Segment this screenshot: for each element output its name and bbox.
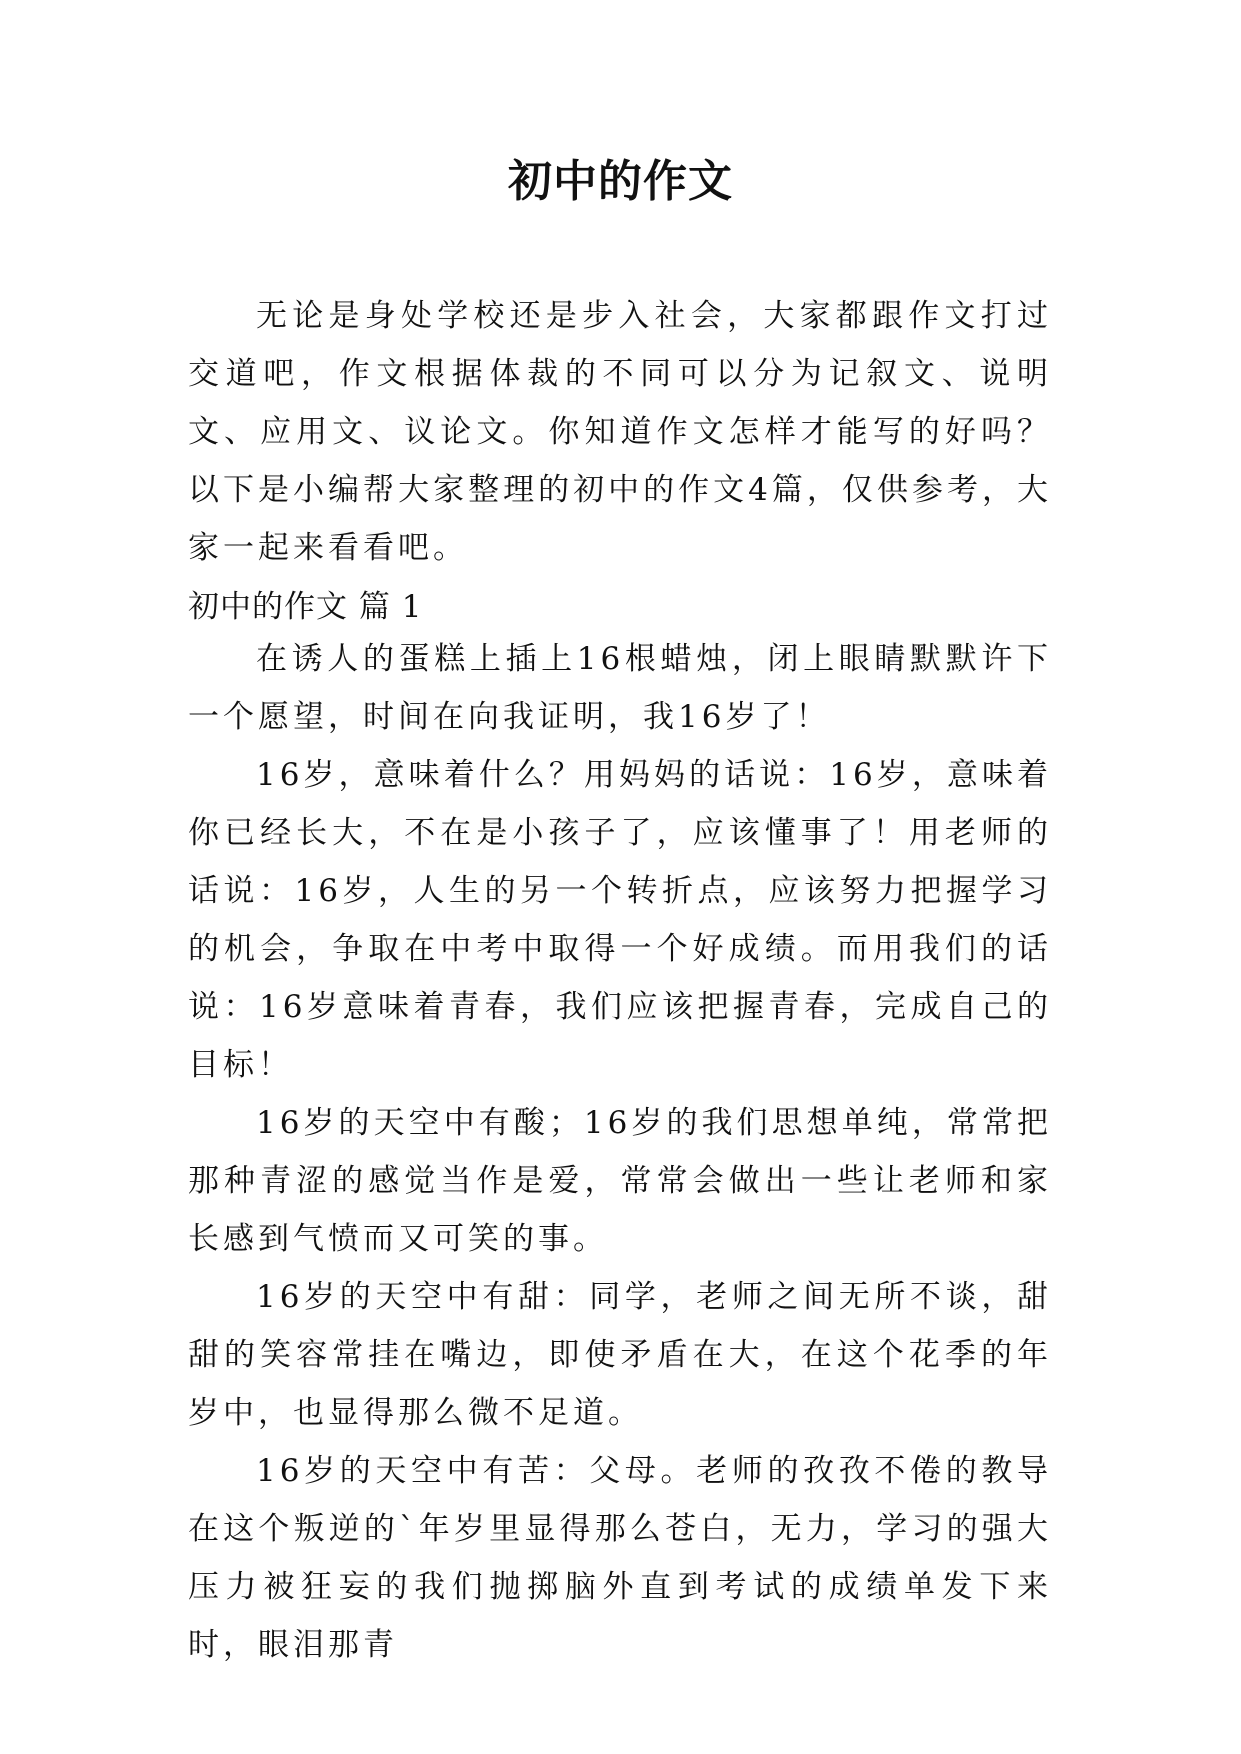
essay-body bbox=[188, 630, 1052, 1674]
essay-paragraph: 16岁的天空中有苦：父母。老师的孜孜不倦的教导在这个叛逆的`年岁里显得那么苍白，无力，学习的强大压力被狂妄的我们抛掷脑外直到考试的成绩单发下来时，眼泪那青 bbox=[188, 1453, 1052, 1663]
section-heading: 初中的作文 篇 1 bbox=[188, 589, 423, 625]
essay-paragraph: 16岁的天空中有酸；16岁的我们思想单纯，常常把那种青涩的感觉当作是爱，常常会做出一些让老师和家长感到气愤而又可笑的事。 bbox=[188, 1105, 1052, 1257]
essay-paragraph: 16岁的天空中有甜：同学，老师之间无所不谈，甜甜的笑容常挂在嘴边，即使矛盾在大，在这个花季的年岁中，也显得那么微不足道。 bbox=[188, 1279, 1052, 1431]
essay-paragraph: 在诱人的蛋糕上插上16根蜡烛，闭上眼睛默默许下一个愿望，时间在向我证明，我16岁了！ bbox=[188, 641, 1052, 735]
essay-paragraph: 16岁，意味着什么？用妈妈的话说：16岁，意味着你已经长大，不在是小孩子了，应该懂事了！用老师的话说：16岁，人生的另一个转折点，应该努力把握学习的机会，争取在中考中取得一个好成绩。而用我们的话说：16岁意味着青春，我们应该把握青春，完成自己的目标！ bbox=[188, 757, 1052, 1083]
intro-paragraph: 无论是身处学校还是步入社会，大家都跟作文打过交道吧，作文根据体裁的不同可以分为记叙文、说明文、应用文、议论文。你知道作文怎样才能写的好吗？以下是小编帮大家整理的初中的作文4篇，仅供参考，大家一起来看看吧。 bbox=[188, 298, 1052, 566]
document-title: 初中的作文 bbox=[508, 156, 733, 207]
